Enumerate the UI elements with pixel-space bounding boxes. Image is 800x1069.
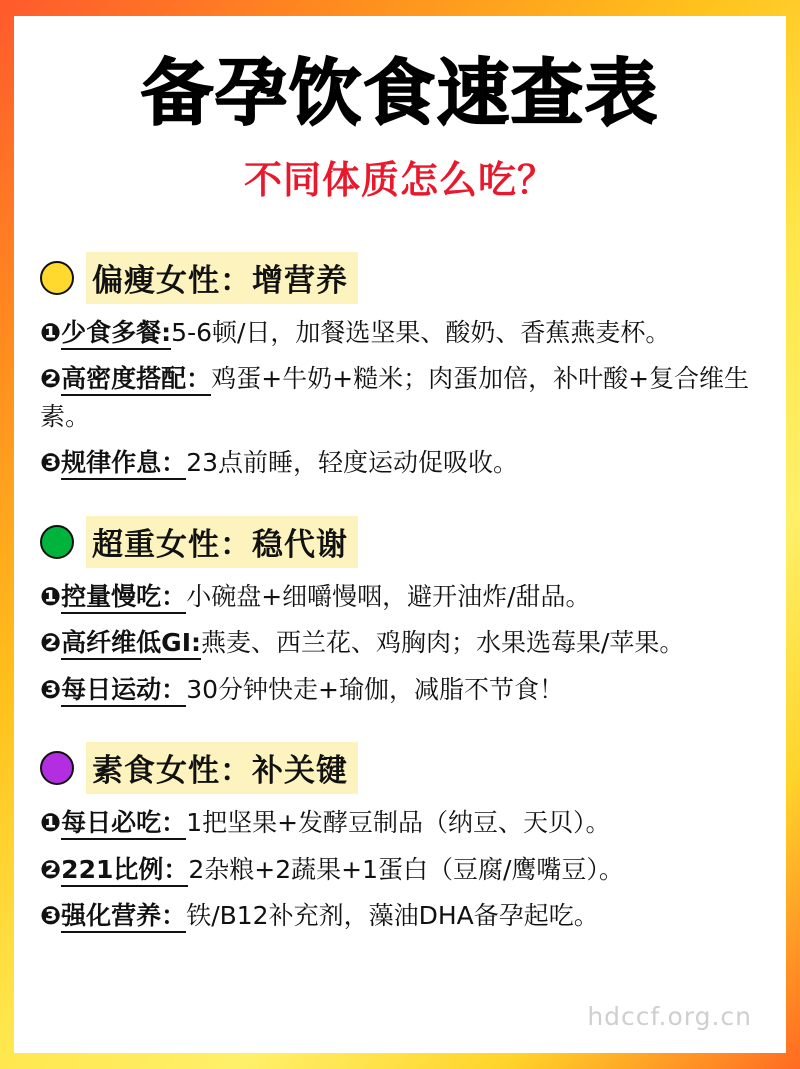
item-text: 铁/B12补充剂，藻油DHA备孕起吃。 (186, 901, 599, 931)
section-title: 超重女性：稳代谢 (86, 516, 358, 568)
section-heading-row (40, 742, 760, 794)
item-number: ❷ (40, 854, 62, 884)
item-lead: 少食多餐: (61, 318, 171, 350)
section-vegetarian-women (40, 742, 760, 935)
item-number: ❷ (40, 364, 62, 394)
item-text: 小碗盘+细嚼慢咽，避开油炸/甜品。 (186, 581, 591, 611)
list-item (40, 314, 760, 352)
page-subtitle: 不同体质怎么吃？ (243, 157, 556, 202)
item-number: ❸ (40, 901, 62, 931)
item-text: 23点前睡，轻度运动促吸收。 (186, 448, 519, 478)
list-item (40, 444, 760, 482)
list-item (40, 851, 760, 889)
item-text: 30分钟快走+瑜伽，减脂不节食！ (186, 674, 564, 704)
section-thin-women (40, 252, 760, 482)
section-heading-row (40, 516, 760, 568)
item-lead: 控量慢吃： (61, 582, 186, 614)
list-item (40, 624, 760, 662)
item-lead: 221比例： (61, 855, 188, 887)
item-text: 2杂粮+2蔬果+1蛋白（豆腐/鹰嘴豆）。 (188, 854, 624, 884)
poster-card (14, 16, 786, 1053)
section-overweight-women (40, 516, 760, 709)
item-number: ❶ (40, 317, 62, 347)
section-title: 偏瘦女性：增营养 (86, 252, 358, 304)
item-number: ❸ (40, 674, 62, 704)
item-lead: 高密度搭配： (61, 364, 211, 396)
list-item (40, 804, 760, 842)
item-lead: 规律作息： (61, 448, 186, 480)
item-text: 5-6顿/日，加餐选坚果、酸奶、香蕉燕麦杯。 (171, 317, 671, 347)
item-lead: 每日运动： (61, 675, 186, 707)
item-text: 鸡蛋+牛奶+糙米；肉蛋加倍，补叶酸+复合维生素。 (40, 364, 750, 431)
list-item (40, 671, 760, 709)
list-item (40, 897, 760, 935)
purple-dot-icon (40, 751, 74, 785)
item-number: ❶ (40, 581, 62, 611)
page-title: 备孕饮食速查表 (140, 51, 659, 135)
watermark: hdccf.org.cn (587, 1002, 752, 1031)
yellow-dot-icon (40, 261, 74, 295)
list-item (40, 578, 760, 616)
item-lead: 每日必吃： (61, 808, 186, 840)
item-text: 1把坚果+发酵豆制品（纳豆、天贝）。 (186, 808, 611, 838)
section-heading-row (40, 252, 760, 304)
green-dot-icon (40, 525, 74, 559)
item-text: 燕麦、西兰花、鸡胸肉；水果选莓果/苹果。 (201, 628, 685, 658)
item-lead: 强化营养： (61, 901, 186, 933)
item-number: ❶ (40, 808, 62, 838)
item-lead: 高纤维低GI: (61, 628, 201, 660)
list-item (40, 360, 760, 435)
item-number: ❸ (40, 448, 62, 478)
section-title: 素食女性：补关键 (86, 742, 358, 794)
item-number: ❷ (40, 628, 62, 658)
